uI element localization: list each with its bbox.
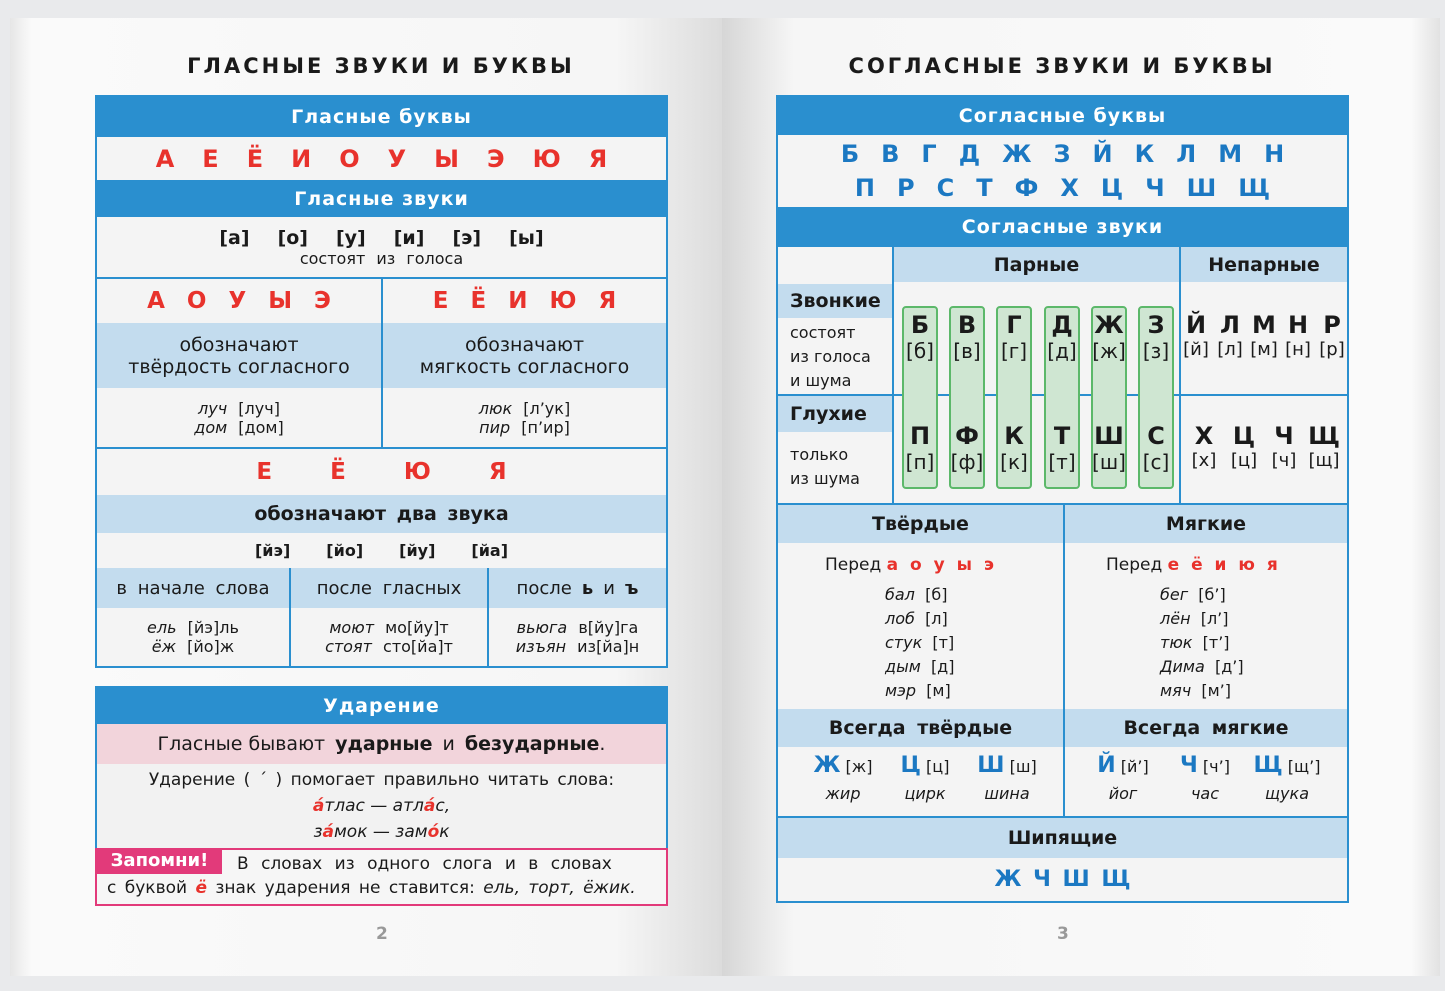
example-word: люк bbox=[478, 398, 513, 418]
example-transcription: [луч] bbox=[238, 398, 280, 418]
letter: К bbox=[1004, 422, 1024, 450]
example-transcription: [т] bbox=[922, 633, 955, 652]
example-transcription: [м] bbox=[916, 681, 951, 700]
example-transcription: [л’] bbox=[1190, 609, 1229, 628]
letter-line bbox=[1088, 753, 1158, 778]
example-word: тюк bbox=[1160, 633, 1193, 652]
page-number-left: 2 bbox=[376, 924, 388, 944]
voiceless-consonant bbox=[1089, 422, 1129, 474]
consonant-letter: Р bbox=[897, 174, 915, 202]
example-word: дым bbox=[885, 657, 921, 676]
example bbox=[147, 618, 239, 637]
sound: [г] bbox=[1000, 339, 1028, 363]
example bbox=[517, 618, 639, 637]
unpaired-consonant bbox=[1249, 311, 1279, 360]
sound: [й] bbox=[1183, 339, 1209, 360]
iotated-sounds bbox=[97, 533, 666, 568]
sound: [т] bbox=[1048, 450, 1076, 474]
position-after-vowels: после гласных bbox=[291, 568, 487, 608]
letter: Й bbox=[1185, 311, 1207, 339]
stress-example-zamok: зáмок — замóк bbox=[313, 822, 450, 842]
consonant-letter: Ф bbox=[1014, 174, 1039, 202]
example-transcription: сто[йа]т bbox=[383, 637, 453, 656]
soft-before: Перед е ё и ю я bbox=[1106, 555, 1278, 575]
example-transcription: [д’] bbox=[1204, 657, 1244, 676]
example-word: мяч bbox=[1160, 681, 1192, 700]
position-after-signs: после ь и ъ bbox=[489, 568, 666, 608]
example-transcription: [п’ир] bbox=[521, 417, 570, 437]
voiced-consonant bbox=[1089, 311, 1129, 363]
vowel-letter: Ё bbox=[246, 144, 264, 173]
example-word: изъян bbox=[515, 637, 567, 656]
example-word: щука bbox=[1264, 784, 1309, 803]
soft-vowel-letter: Ё bbox=[470, 288, 487, 314]
vowel-sounds-note: состоят из голоса bbox=[299, 248, 464, 268]
soft-vowel-letter: Я bbox=[598, 288, 617, 314]
example-word: жир bbox=[825, 784, 861, 803]
letter: З bbox=[1147, 311, 1165, 339]
iotated-letters: Е Ё Ю Я bbox=[256, 459, 507, 485]
remember-note bbox=[95, 848, 668, 906]
voiceless-consonant bbox=[1136, 422, 1176, 474]
vowel-sound: [у] bbox=[335, 226, 366, 249]
letter: Ж bbox=[1094, 311, 1124, 339]
example bbox=[885, 583, 954, 607]
example-transcription: [дом] bbox=[238, 417, 284, 437]
letter-line bbox=[1170, 753, 1240, 778]
voiced-consonant bbox=[1042, 311, 1082, 363]
voiced-consonant bbox=[900, 311, 940, 363]
sound: [к] bbox=[1000, 450, 1028, 474]
letter: П bbox=[909, 422, 931, 450]
consonant-letter: Щ bbox=[1238, 174, 1271, 202]
consonant-letters-row2 bbox=[778, 171, 1347, 205]
consonant-letter: К bbox=[1134, 140, 1155, 168]
unpaired-consonant bbox=[1307, 422, 1341, 471]
example-word: мэр bbox=[885, 681, 917, 700]
hard-vowel-letter: А bbox=[147, 288, 165, 314]
voiced-note bbox=[790, 321, 871, 393]
sound: [с] bbox=[1142, 450, 1170, 474]
vowel-letter: Ы bbox=[434, 144, 459, 173]
iotated-examples-after-signs bbox=[489, 608, 666, 666]
letter: Ц bbox=[900, 753, 921, 778]
example bbox=[198, 399, 280, 418]
consonant-letter: С bbox=[936, 174, 955, 202]
consonant-letter: З bbox=[1053, 140, 1071, 168]
example-word: ёж bbox=[151, 637, 177, 656]
hard-before: Перед а о у ы э bbox=[825, 555, 995, 575]
sound: [н] bbox=[1285, 339, 1311, 360]
remember-label: Запомни! bbox=[97, 850, 222, 874]
soft-meaning-line1: обозначают bbox=[464, 333, 585, 356]
letter: М bbox=[1252, 311, 1276, 339]
consonant-letter: Л bbox=[1176, 140, 1197, 168]
hard-meaning-line2: твёрдость согласного bbox=[128, 355, 350, 378]
example-transcription: в[йу]га bbox=[578, 618, 639, 637]
vowel-sound: [э] bbox=[452, 226, 482, 249]
vowel-letter: Э bbox=[487, 144, 505, 173]
hard-vowels-letters bbox=[97, 279, 381, 323]
always-hard-header: Всегда твёрдые bbox=[778, 709, 1063, 747]
consonant-letter: Ж bbox=[1002, 140, 1032, 168]
example bbox=[516, 637, 639, 656]
voiced-label: Звонкие bbox=[778, 284, 892, 318]
voiced-note-line: из голоса bbox=[790, 347, 871, 366]
iotated-examples-after-vowels bbox=[291, 608, 487, 666]
remember-line2: с буквой ё знак ударения не ставится: ель, торт, ёжик. bbox=[107, 878, 636, 898]
letter: Щ bbox=[1253, 753, 1283, 778]
vowel-letter: А bbox=[155, 144, 175, 173]
example-transcription: [б’] bbox=[1188, 585, 1226, 604]
sound: [м] bbox=[1250, 339, 1278, 360]
example-word: пир bbox=[479, 417, 511, 437]
stress-example-atlas: áтлас — атлáс, bbox=[312, 796, 451, 816]
always-letter bbox=[1170, 753, 1240, 803]
consonant-letter: М bbox=[1218, 140, 1243, 168]
example-word: моют bbox=[329, 618, 375, 637]
sound: [з] bbox=[1142, 339, 1170, 363]
iotated-sound: [йа] bbox=[471, 541, 509, 560]
example bbox=[1160, 607, 1244, 631]
example-word: шина bbox=[984, 784, 1030, 803]
sound: [ч] bbox=[1271, 450, 1297, 471]
remember-line1: В словах из одного слога и в словах bbox=[237, 854, 612, 874]
letter: Л bbox=[1220, 311, 1240, 339]
unpaired-consonant bbox=[1317, 311, 1347, 360]
voiceless-label: Глухие bbox=[778, 396, 892, 432]
example-word: стоят bbox=[325, 637, 372, 656]
sound: [ц] bbox=[1230, 450, 1258, 471]
consonant-letters-header: Согласные буквы bbox=[778, 97, 1347, 135]
example-transcription: [йо]ж bbox=[187, 637, 235, 656]
vowel-letters-header: Гласные буквы bbox=[97, 97, 666, 137]
unpaired-consonant bbox=[1187, 422, 1221, 471]
voiceless-consonant bbox=[994, 422, 1034, 474]
voiceless-note bbox=[790, 443, 860, 491]
consonants-table bbox=[776, 95, 1349, 903]
unpaired-header: Непарные bbox=[1181, 247, 1347, 282]
example bbox=[885, 607, 954, 631]
voiced-consonant bbox=[994, 311, 1034, 363]
example bbox=[1160, 679, 1244, 703]
sound: [ш] bbox=[1004, 757, 1037, 776]
letter: Б bbox=[910, 311, 930, 339]
hard-vowel-letter: О bbox=[186, 288, 207, 314]
vowels-table bbox=[95, 95, 668, 668]
example-word: ель bbox=[147, 618, 177, 637]
example-transcription: [м’] bbox=[1191, 681, 1231, 700]
letter-line bbox=[1252, 753, 1322, 778]
consonant-letter: Ц bbox=[1100, 174, 1124, 202]
consonant-letter: Т bbox=[976, 174, 993, 202]
sound: [й’] bbox=[1115, 757, 1149, 776]
consonant-letter: П bbox=[854, 174, 875, 202]
position-start: в начале слова bbox=[97, 568, 289, 608]
hard-vowel-letter: У bbox=[228, 288, 247, 314]
hissing-header: Шипящие bbox=[778, 818, 1347, 858]
consonant-letter: Й bbox=[1092, 140, 1113, 168]
vowel-letter: Я bbox=[588, 144, 608, 173]
example bbox=[885, 631, 954, 655]
letter: С bbox=[1147, 422, 1165, 450]
always-letter bbox=[808, 753, 878, 803]
voiceless-consonant bbox=[900, 422, 940, 474]
letter: Н bbox=[1287, 311, 1309, 339]
example-transcription: [б] bbox=[914, 585, 948, 604]
vowel-sound: [а] bbox=[219, 226, 250, 249]
sound: [щ’] bbox=[1282, 757, 1321, 776]
example-transcription: [л] bbox=[914, 609, 948, 628]
hard-examples bbox=[97, 388, 381, 447]
letter: Й bbox=[1097, 753, 1116, 778]
sound: [л] bbox=[1217, 339, 1243, 360]
sound: [ж] bbox=[840, 757, 873, 776]
letter: Р bbox=[1323, 311, 1341, 339]
example-transcription: из[йа]н bbox=[577, 637, 640, 656]
vowel-sound: [ы] bbox=[509, 226, 544, 249]
letter: Ж bbox=[813, 753, 841, 778]
letter: Ф bbox=[955, 422, 979, 450]
consonant-letter: Д bbox=[958, 140, 981, 168]
unpaired-voiceless bbox=[1181, 422, 1347, 471]
always-letter bbox=[1252, 753, 1322, 803]
sound: [ш] bbox=[1092, 450, 1126, 474]
unpaired-voiced bbox=[1181, 311, 1347, 360]
right-page-title: СОГЛАСНЫЕ ЗВУКИ И БУКВЫ bbox=[848, 54, 1276, 78]
vowel-letter: Ю bbox=[532, 144, 561, 173]
example-word: стук bbox=[885, 633, 923, 652]
consonant-letter: Ч bbox=[1145, 174, 1165, 202]
iotated-examples-start bbox=[97, 608, 289, 666]
sound: [ж] bbox=[1092, 339, 1126, 363]
voiceless-consonant bbox=[947, 422, 987, 474]
example-word: бал bbox=[885, 585, 915, 604]
unpaired-consonant bbox=[1215, 311, 1245, 360]
sound: [ц] bbox=[920, 757, 950, 776]
iotated-sound: [йо] bbox=[326, 541, 364, 560]
soft-vowel-letter: Ю bbox=[549, 288, 577, 314]
example-transcription: [л’ук] bbox=[523, 398, 571, 418]
example-word: лён bbox=[1160, 609, 1191, 628]
example-word: цирк bbox=[904, 784, 946, 803]
voiced-consonant bbox=[947, 311, 987, 363]
example-word: дом bbox=[194, 417, 228, 437]
soft-vowel-letter: Е bbox=[432, 288, 449, 314]
example bbox=[325, 637, 453, 656]
letter: Д bbox=[1051, 311, 1073, 339]
sound: [ч’] bbox=[1197, 757, 1230, 776]
sound: [в] bbox=[953, 339, 981, 363]
sound: [х] bbox=[1191, 450, 1217, 471]
vowel-letter: О bbox=[339, 144, 360, 173]
consonant-letter: В bbox=[881, 140, 900, 168]
example bbox=[329, 618, 448, 637]
example bbox=[479, 418, 570, 437]
vowel-sounds-header: Гласные звуки bbox=[97, 180, 666, 217]
example-transcription: [йэ]ль bbox=[187, 618, 239, 637]
consonant-letter: Х bbox=[1060, 174, 1079, 202]
example-word: луч bbox=[198, 398, 228, 418]
voiceless-note-line: из шума bbox=[790, 469, 860, 488]
sound: [р] bbox=[1319, 339, 1345, 360]
consonant-letter: Ш bbox=[1186, 174, 1217, 202]
example bbox=[152, 637, 234, 656]
letter-line bbox=[972, 753, 1042, 778]
letter: Ч bbox=[1274, 422, 1294, 450]
hard-vowel-letter: Э bbox=[314, 288, 331, 314]
hard-vowel-letter: Ы bbox=[268, 288, 293, 314]
example-word: бег bbox=[1160, 585, 1189, 604]
hard-meaning-line1: обозначают bbox=[179, 333, 299, 356]
soft-examples bbox=[383, 388, 666, 447]
consonant-letters-row1 bbox=[778, 137, 1347, 171]
example bbox=[1160, 583, 1244, 607]
stress-explanation: Ударение ( ´ ) помогает правильно читать слова: bbox=[148, 770, 615, 790]
letter: Ш bbox=[1094, 422, 1124, 450]
hard-examples bbox=[885, 583, 954, 703]
consonant-sounds-header: Согласные звуки bbox=[778, 207, 1347, 247]
iotated-sound: [йу] bbox=[399, 541, 436, 560]
letter: Ч bbox=[1180, 753, 1198, 778]
always-letter bbox=[972, 753, 1042, 803]
paired-header: Парные bbox=[894, 247, 1179, 282]
example bbox=[1160, 655, 1244, 679]
unpaired-consonant bbox=[1227, 422, 1261, 471]
voiced-note-line: состоят bbox=[790, 323, 856, 342]
vowel-sound: [и] bbox=[393, 226, 425, 249]
hard-header: Твёрдые bbox=[778, 505, 1063, 543]
consonant-letter: Г bbox=[921, 140, 937, 168]
vowel-letter: Е bbox=[202, 144, 219, 173]
sound: [ф] bbox=[950, 450, 984, 474]
vowel-sound: [о] bbox=[277, 226, 308, 249]
consonant-letter: Н bbox=[1264, 140, 1285, 168]
letter: Ц bbox=[1232, 422, 1256, 450]
voiced-consonant bbox=[1136, 311, 1176, 363]
example bbox=[885, 655, 954, 679]
sound: [д] bbox=[1047, 339, 1077, 363]
soft-header: Мягкие bbox=[1065, 505, 1347, 543]
voiced-note-line: и шума bbox=[790, 371, 852, 390]
letter: Г bbox=[1006, 311, 1022, 339]
vowel-letter: У bbox=[387, 144, 407, 173]
letter: Т bbox=[1053, 422, 1071, 450]
page-number-right: 3 bbox=[1057, 924, 1069, 944]
voiceless-note-line: только bbox=[790, 445, 849, 464]
voiceless-consonant bbox=[1042, 422, 1082, 474]
letter: Ш bbox=[977, 753, 1005, 778]
example bbox=[1160, 631, 1244, 655]
always-soft-letters bbox=[1088, 753, 1322, 803]
example-word: час bbox=[1190, 784, 1220, 803]
always-hard-letters bbox=[808, 753, 1042, 803]
vowel-sounds-row bbox=[205, 227, 557, 249]
hissing-letters: Ж Ч Ш Щ bbox=[994, 867, 1131, 892]
soft-meaning-line2: мягкость согласного bbox=[419, 355, 630, 378]
sound: [б] bbox=[906, 339, 934, 363]
example-word: лоб bbox=[885, 609, 915, 628]
vowel-letter: И bbox=[291, 144, 312, 173]
unpaired-consonant bbox=[1283, 311, 1313, 360]
soft-examples bbox=[1160, 583, 1244, 703]
example-transcription: [т’] bbox=[1192, 633, 1230, 652]
stress-types: Гласные бывают ударные и безударные. bbox=[97, 724, 666, 764]
letter-line bbox=[890, 753, 960, 778]
two-sounds-label: обозначают два звука bbox=[97, 495, 666, 533]
always-soft-header: Всегда мягкие bbox=[1065, 709, 1347, 747]
letter-line bbox=[808, 753, 878, 778]
example bbox=[885, 679, 954, 703]
left-page-title: ГЛАСНЫЕ ЗВУКИ И БУКВЫ bbox=[187, 54, 575, 78]
example-word: Дима bbox=[1160, 657, 1205, 676]
example-word: йог bbox=[1108, 784, 1138, 803]
stress-box bbox=[95, 686, 668, 906]
letter: Щ bbox=[1308, 422, 1340, 450]
unpaired-consonant bbox=[1267, 422, 1301, 471]
unpaired-consonant bbox=[1181, 311, 1211, 360]
sound: [п] bbox=[905, 450, 935, 474]
soft-vowels-letters bbox=[383, 279, 666, 323]
always-letter bbox=[890, 753, 960, 803]
letter: Х bbox=[1194, 422, 1214, 450]
example bbox=[479, 399, 570, 418]
always-letter bbox=[1088, 753, 1158, 803]
example-transcription: [д] bbox=[920, 657, 955, 676]
soft-vowel-letter: И bbox=[508, 288, 528, 314]
letter: В bbox=[957, 311, 977, 339]
consonant-letter: Б bbox=[840, 140, 860, 168]
iotated-sound: [йэ] bbox=[254, 541, 291, 560]
sound: [щ] bbox=[1308, 450, 1340, 471]
vowel-letters-row bbox=[97, 137, 666, 180]
example-word: вьюга bbox=[516, 618, 568, 637]
example bbox=[194, 418, 283, 437]
example-transcription: мо[йу]т bbox=[385, 618, 449, 637]
stress-header: Ударение bbox=[97, 688, 666, 724]
